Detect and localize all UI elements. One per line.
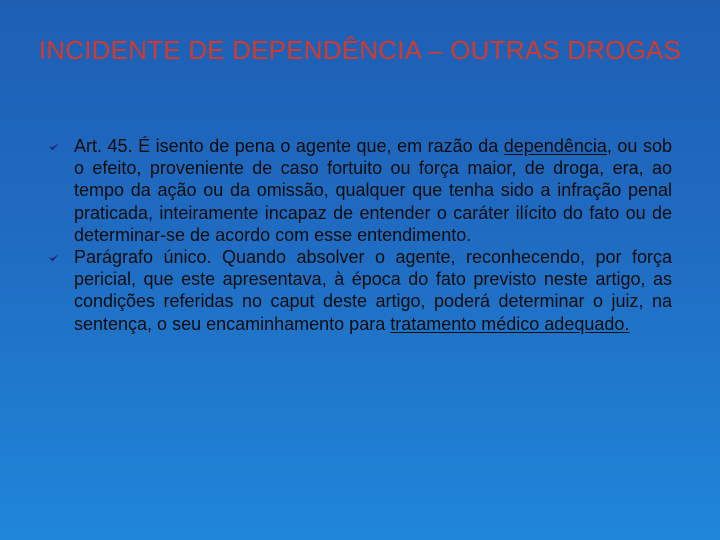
underlined-term-dependencia: dependência [503,136,607,156]
slide-title: INCIDENTE DE DEPENDÊNCIA – OUTRAS DROGAS [38,35,682,65]
bullet-text-part: Art. 45. É isento de pena o agente que, em razão da [74,136,504,156]
bullet-text-part: Parágrafo único. Quando absolver o agente, reconhecendo, por força pericial, que este apresentava, à época do fato previsto neste artigo, as condições referidas no caput deste artigo, poderá determinar o juiz, na sentença, o seu encaminhamento para [74,247,672,334]
checkmark-diamond-icon [48,252,60,264]
bullet-item-art45 [46,135,672,246]
bullet-list [46,135,672,335]
bullet-item-paragrafo-unico [46,246,672,335]
bullet-text-part: , ou sob o efeito, proveniente de caso fortuito ou força maior, de droga, era, ao tempo da ação ou da omissão, qualquer que tenha sido a infração penal praticada, inteiramente incapaz de entender o caráter ilícito do fato ou de determinar-se de acordo com esse entendimento. [74,136,672,245]
checkmark-diamond-icon [48,141,60,153]
underlined-term-tratamento: tratamento médico adequado. [390,313,630,334]
